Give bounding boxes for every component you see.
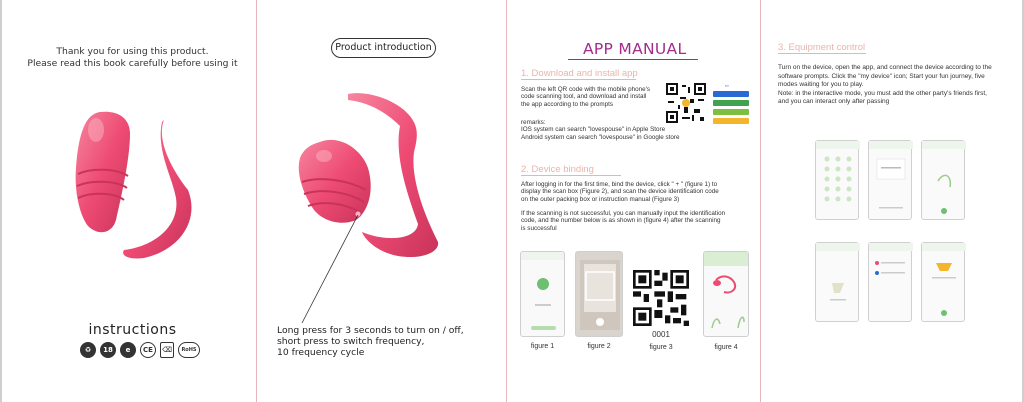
binding-body-1	[521, 181, 756, 203]
remark-android: Android system can search "lovespouse" in Google store	[521, 133, 680, 141]
store-button-4	[713, 118, 749, 124]
play-graphic	[922, 243, 966, 323]
remark-ios: IOS system can search "lovespouse" in Apple Store	[521, 126, 666, 134]
fold-line-3	[760, 0, 761, 402]
product-image-cover	[60, 110, 200, 270]
binding-body-2	[521, 210, 756, 232]
remarks-label: remarks:	[521, 119, 546, 126]
section-equipment-heading: 3. Equipment control	[778, 42, 866, 53]
figure-1-caption: figure 1	[530, 343, 555, 350]
app-screen-device	[921, 140, 965, 220]
intro-line-1: Thank you for using this product.	[56, 46, 209, 57]
callout-line	[300, 215, 360, 325]
recycle-icon: ♻	[80, 342, 96, 358]
store-label: ▪▪▪	[725, 84, 729, 88]
figure-2-graphic	[576, 252, 623, 337]
desc-line-1: Long press for 3 seconds to turn on / off,	[277, 325, 464, 336]
app-screen-list	[868, 242, 912, 322]
ce-icon: CE	[140, 342, 156, 358]
section-download-heading: 1. Download and install app	[521, 68, 638, 79]
intro-line-2: Please read this book carefully before using it	[27, 58, 238, 69]
section-equipment-underline	[778, 53, 866, 54]
figure-4-graphic	[704, 252, 749, 337]
product-introduction-label: Product introduction	[331, 38, 436, 58]
18-plus-icon: 18	[100, 342, 116, 358]
list-graphic	[869, 243, 913, 323]
equipment-line-1: Turn on the device, open the app, and connect the device according to the	[778, 64, 992, 71]
equipment-note-2: and you can interact only after passing	[778, 98, 890, 105]
certification-icons	[80, 342, 200, 358]
store-button-2	[713, 100, 749, 106]
binding-line-3: on the outer packing box or instruction manual (Figure 3)	[521, 195, 680, 203]
equipment-body	[778, 64, 1018, 107]
download-line-1: Scan the left QR code with the mobile phone's	[521, 86, 650, 93]
equipment-line-2: software prompts. Click the "my device" icon; Start your fun journey, five	[778, 72, 985, 80]
figure-2-screenshot	[575, 251, 623, 337]
button-description	[277, 325, 507, 358]
binding-line-6: is successful	[521, 224, 557, 232]
device-graphic	[922, 141, 966, 221]
section-binding-underline	[521, 175, 621, 176]
figure-1-graphic	[521, 252, 565, 337]
store-button-1	[713, 91, 749, 97]
figure-4-caption: figure 4	[714, 344, 738, 351]
section-download-underline	[521, 79, 636, 80]
section-download-body	[521, 86, 666, 108]
fold-line-1	[256, 0, 257, 402]
scan-graphic	[816, 243, 860, 323]
download-line-2: code scanning tool, and download and install	[521, 93, 647, 101]
binding-line-4: If the scanning is not successful, you can manually input the identification	[521, 210, 726, 217]
identification-code-number: 0001	[652, 330, 670, 339]
e-mark-icon: e	[120, 342, 136, 358]
app-screen-connect	[868, 140, 912, 220]
app-screen-modes	[815, 140, 859, 220]
desc-line-3: 10 frequency cycle	[277, 347, 365, 358]
rohs-icon: RoHS	[178, 342, 200, 358]
figure-4-screenshot	[703, 251, 749, 337]
app-screen-scan	[815, 242, 859, 322]
binding-line-1: After logging in for the first time, bind the device, click " + " (figure 1) to	[521, 181, 718, 188]
figure-3-caption: figure 3	[649, 344, 673, 351]
equipment-line-3: modes waiting for you to play.	[778, 81, 864, 88]
app-screen-play	[921, 242, 965, 322]
cover-intro	[10, 46, 255, 70]
binding-line-5: code, and the number below is as shown in (figure 4) after the scanning	[521, 217, 721, 225]
figure-1-screenshot	[520, 251, 565, 337]
app-manual-title: APP MANUAL	[583, 40, 687, 58]
binding-line-2: display the scan box (Figure 2), and scan the device identification code	[521, 188, 719, 196]
identification-qr-code	[633, 270, 689, 326]
weee-bin-icon: ⌫	[160, 342, 174, 358]
connect-graphic	[869, 141, 913, 221]
desc-line-2: short press to switch frequency,	[277, 336, 425, 347]
download-qr-code	[666, 83, 706, 123]
app-manual-underline	[568, 59, 698, 60]
download-line-3: the app according to the prompts	[521, 100, 614, 108]
equipment-note-1: Note: in the interactive mode, you must add the other party's friends first,	[778, 89, 987, 97]
cover-title: instructions	[88, 322, 177, 338]
figure-2-caption: figure 2	[587, 343, 611, 350]
modes-grid-graphic	[816, 141, 860, 221]
store-button-3	[713, 109, 749, 115]
section-binding-heading: 2. Device binding	[521, 164, 594, 175]
